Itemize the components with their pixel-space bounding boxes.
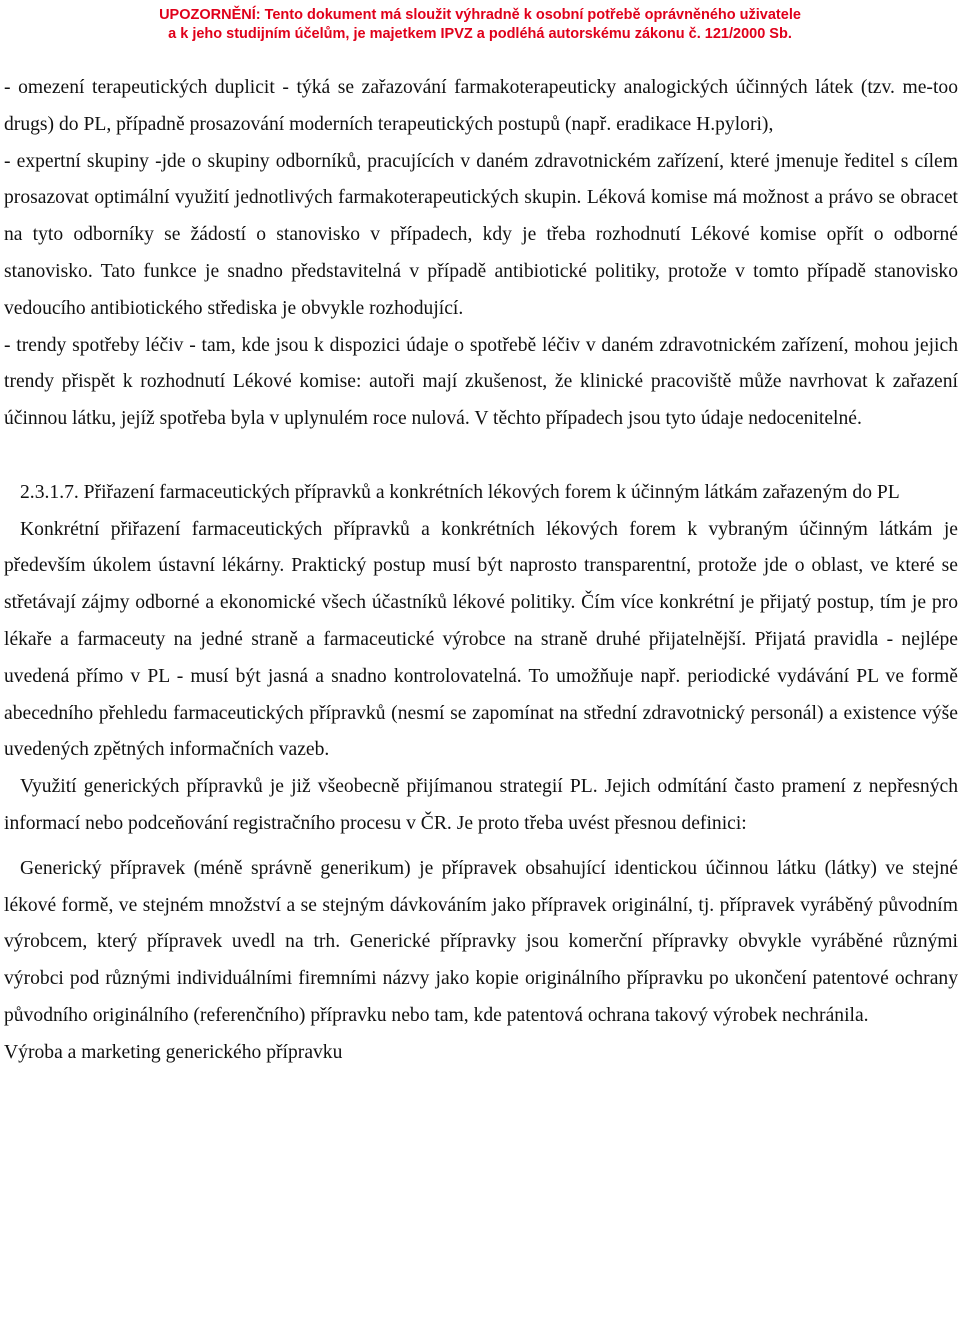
paragraph-consumption-trends: - trendy spotřeby léčiv - tam, kde jsou k dispozici údaje o spotřebě léčiv v daném zdravotnickém zařízení, mohou jejich trendy přispět k rozhodnutí Lékové komise: autoři mají zkušenost, že klinické pracoviště může navrhovat k zařazení účinnou látku, jejíž spotřeba byla v uplynulém roce nulová. V těchto případech jsou tyto údaje nedocenitelné. [4,334,958,430]
spacer [4,843,958,851]
paragraph-generic-definition: Generický přípravek (méně správně generikum) je přípravek obsahující identickou účinnou látku (látky) ve stejné lékové formě, ve stejném množství a se stejným dávkováním jako přípravek originální, tj. přípravek vyráběný původním výrobcem, který přípravek uvedl na trh. Generické přípravky jsou komerční přípravky obvykle vyráběné různými výrobci pod různými individuálními firemními názvy jako kopie originálního přípravku po ukončení patentové ochrany původního originálního (referenčního) přípravku nebo tam, kde patentová ochrana takový výrobek nechránila. [4,857,958,1026]
paragraph-product-assignment: Konkrétní přiřazení farmaceutických přípravků a konkrétních lékových forem k vybraným účinným látkám je především úkolem ústavní lékárny. Praktický postup musí být naprosto transparentní, protože jde o oblast, ve které se střetávají zájmy odborné a ekonomické všech účastníků lékové politiky. Čím více konkrétní je přijatý postup, tím je pro lékaře a farmaceuty na jedné straně a farmaceutické výrobce na straně druhé přijatelnější. Přijatá pravidla - nejlépe uvedená přímo v PL - musí být jasná a snadno kontrolovatelná. To umožňuje např. periodické vydávání PL ve formě abecedního přehledu farmaceutických přípravků (nesmí se zapomínat na střední zdravotnický personál) a existence výše uvedených zpětných informačních vazeb. [4,518,958,761]
section-heading: 2.3.1.7. Přiřazení farmaceutických přípravků a konkrétních lékových forem k účinným látkám zařazeným do PL [20,481,900,503]
paragraph-expert-groups: - expertní skupiny -jde o skupiny odborníků, pracujících v daném zdravotnickém zařízení, které jmenuje ředitel s cílem prosazovat optimální využití jednotlivých farmakoterapeutických skupin. Léková komise má možnost a právo se obracet na tyto odborníky se žádostí o stanovisko v případech, kdy je třeba rozhodnutí Lékové komise opřít o odborné stanovisko. Tato funkce je snadno představitelná v případě antibiotické politiky, protože v tomto případě stanovisko vedoucího antibiotického střediska je obvykle rozhodující. [4,150,958,319]
paragraph-generics-strategy: Využití generických přípravků je již všeobecně přijímanou strategií PL. Jejich odmítání často pramení z nepřesných informací nebo podceňování registračního procesu v ČR. Je proto třeba uvést přesnou definici: [4,776,958,834]
document-body [4,70,958,1072]
spacer [4,438,958,475]
warning-line-2: a k jeho studijním účelům, je majetkem IPVZ a podléhá autorskému zákonu č. 121/2000 Sb. [168,26,792,42]
paragraph-therapeutic-duplicates: - omezení terapeutických duplicit - týká se zařazování farmakoterapeuticky analogických účinných látek (tzv. me-too drugs) do PL, případně prosazování moderních terapeutických postupů (např. eradikace H.pylori), [4,77,958,135]
warning-line-1: UPOZORNĚNÍ: Tento dokument má sloužit výhradně k osobní potřebě oprávněného uživatele [159,7,801,23]
copyright-warning [0,6,960,44]
paragraph-generic-marketing: Výroba a marketing generického přípravku [4,1041,343,1063]
